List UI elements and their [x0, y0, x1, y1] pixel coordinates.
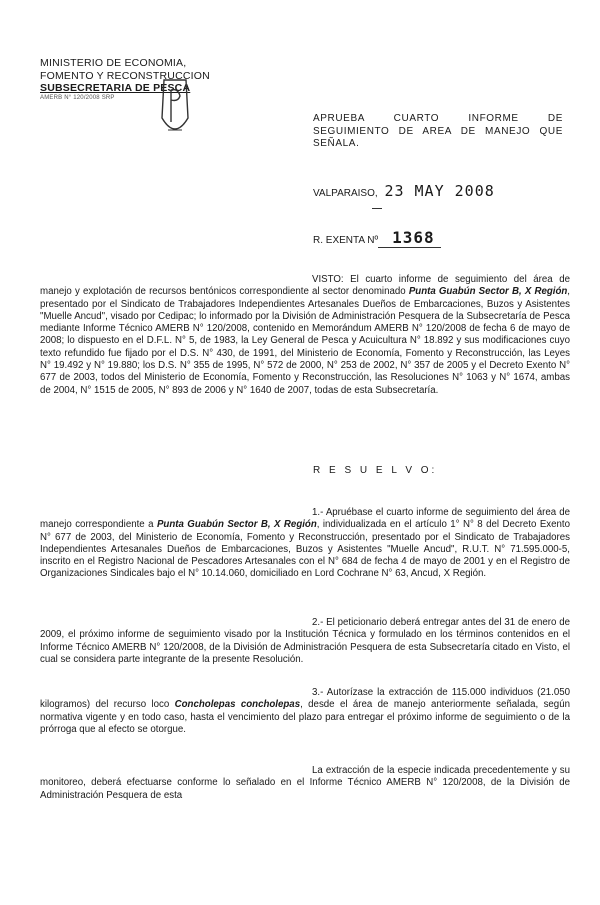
exenta-line	[313, 228, 441, 248]
visto-text-1: VISTO: El cuarto informe de seguimiento del área de manejo y explotación de recursos bentónicos correspondiente al sector denominado	[40, 274, 570, 298]
exenta-number: 1368	[378, 228, 441, 248]
visto-text-2: , presentado por el Sindicato de Trabajadores Independientes Artesanales Dueños de Embarcaciones, Buzos y Asistentes "Muelle Ancud", visado por Cedipac; lo informado por la División de Administración Pesquera de la Subsecretaría de Pesca mediante Informe Técnico AMERB N° 120/2008, contenido en Memorándum AMERB N° 120/2008 de fecha 6 de mayo de 2008; lo dispuesto en el D.F.L. N° 5, de 1983, la Ley General de Pesca y Acuicultura N° 18.892 y sus modificaciones cuyo texto refundido fue fijado por el D.S. N° 430, de 1991, del Ministerio de Economía, Fomento y Reconstrucción, las Leyes N° 19.492 y N° 19.880; los D.S. N° 355 de 1995, N° 572 de 2000, N° 253 de 2002, N° 357 de 2005 y el Decreto Exento N° 677 de 2003, todos del Ministerio de Economía, Fomento y Reconstrucción, las Resoluciones N° 1063 y N° 1674, ambas de 2004, N° 1515 de 2005, N° 893 de 2006 y N° 1640 de 2007, todas de esta Subsecretaría.	[40, 286, 570, 396]
article-3-continuation: La extracción de la especie indicada precedentemente y su monitoreo, deberá efectuarse conforme lo señalado en el Informe Técnico AMERB N° 120/2008, de la División de Administración Pesquera de esta	[40, 765, 570, 801]
date-stamp: 23 MAY 2008	[384, 182, 495, 200]
ministry-line-1: MINISTERIO DE ECONOMIA,	[40, 57, 187, 69]
resuelvo-heading: R E S U E L V O:	[313, 465, 438, 476]
visto-place: Punta Guabún Sector B, X Región	[408, 286, 568, 298]
article-1-place: Punta Guabún Sector B, X Región	[156, 519, 317, 531]
place: VALPARAISO,	[313, 188, 378, 199]
article-1-text-1: 1.- Apruébase el cuarto informe de seguimiento del área de manejo correspondiente a	[40, 507, 570, 531]
ministry-line-3: SUBSECRETARIA DE PESCA	[40, 82, 191, 94]
ministry-header	[40, 57, 220, 102]
article-3-text-2: , desde el área de manejo anteriormente señalada, según normativa vigente y en todo caso, hasta el vencimiento del plazo para entregar el próximo informe de seguimiento o de la prórroga que al efecto se otorgue.	[40, 699, 570, 735]
divider	[372, 208, 382, 209]
ministry-line-2: FOMENTO Y RECONSTRUCCION	[40, 69, 210, 82]
resolution-subject: APRUEBA CUARTO INFORME DE SEGUIMIENTO DE AREA DE MANEJO QUE SEÑALA.	[313, 113, 563, 149]
ministry-emblem-icon	[158, 78, 192, 144]
article-1-text-2: , individualizada en el artículo 1° N° 8 del Decreto Exento N° 677 de 2003, del Ministerio de Economía, Fomento y Reconstrucción, presentado por el Sindicato de Trabajadores Independientes Artesanales Dueños de Embarcaciones, Buzos y Asistentes "Muelle Ancud", R.U.T. N° 71.595.000-5, inscrito en el Registro Nacional de Pescadores Artesanales con el N° 684 de fecha 4 de mayo de 2001 y en el Registro de Organizaciones Sindicales bajo el N° 10.14.060, domiciliado en Lord Cochrane N° 63, Ancud, X Región.	[40, 519, 570, 580]
visto-paragraph	[40, 274, 570, 397]
article-2: 2.- El peticionario deberá entregar antes del 31 de enero de 2009, el próximo informe de seguimiento visado por la Institución Técnica y formulado en los términos contenidos en el Informe Técnico AMERB N° 120/2008, de la División de Administración Pesquera de esta Subsecretaría citado en Visto, el cual se considera parte integrante de la presente Resolución.	[40, 617, 570, 665]
article-3	[40, 687, 570, 736]
article-3-text-1: 3.- Autorízase la extracción de 115.000 individuos (21.050 kilogramos) del recurso loco	[40, 687, 570, 711]
article-1	[40, 507, 570, 581]
article-3-species: Concholepas concholepas	[174, 699, 301, 711]
ministry-line-4: AMERB N° 120/2008 SRP	[40, 94, 115, 101]
place-and-date	[313, 182, 495, 200]
exenta-label: R. EXENTA Nº	[313, 235, 379, 246]
